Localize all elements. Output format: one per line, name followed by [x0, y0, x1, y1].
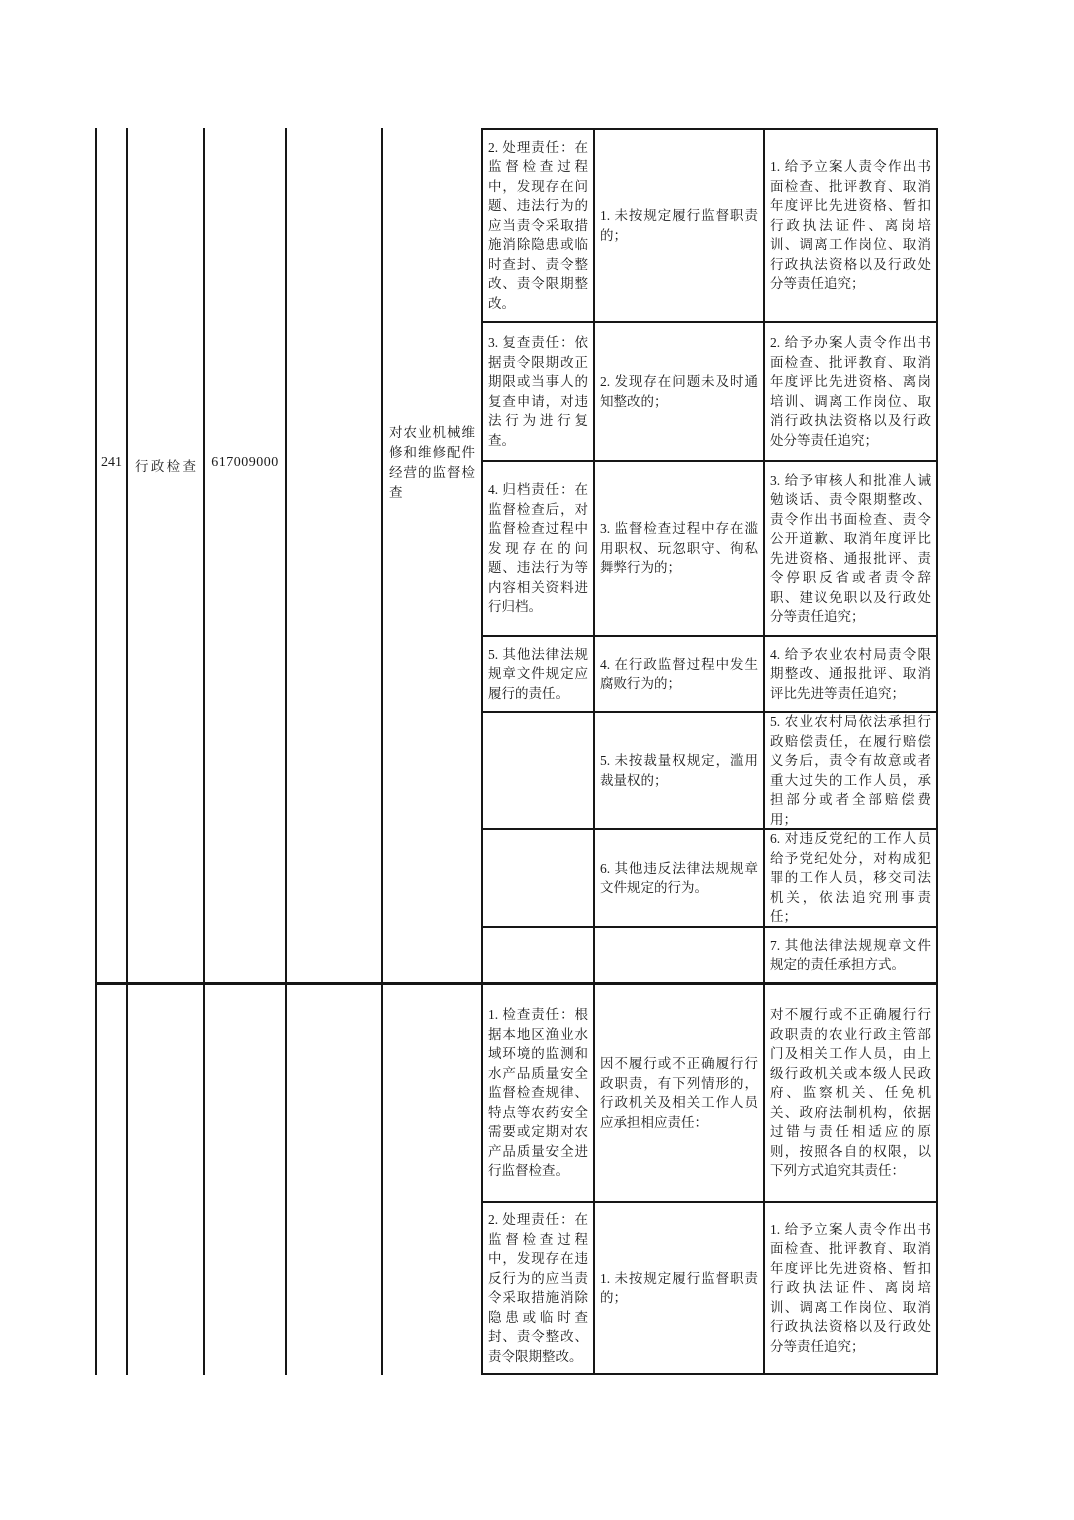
duty-cell: 3. 复查责任：依据责令限期改正期限或当事人的复查申请，对违法行为进行复查。 [483, 323, 593, 462]
responsibility-table [95, 128, 938, 1378]
circumstance-cell: 6. 其他违反法律法规规章文件规定的行为。 [595, 830, 763, 928]
duty-cell: 4. 归档责任：在监督检查后，对监督检查过程中发现存在的问题、违法行为等内容相关资料进行归档。 [483, 462, 593, 637]
duty-cell [483, 713, 593, 830]
accountability-cell: 对不履行或不正确履行行政职责的农业行政主管部门及相关工作人员，由上级行政机关或本级人民政府、监察机关、任免机关、政府法制机构，依据过错与责任相适应的原则，按照各自的权限，以下列方式追究其责任： [765, 985, 936, 1203]
serial-cell [95, 985, 128, 1375]
circumstance-cell: 5. 未按裁量权规定，滥用裁量权的； [595, 713, 763, 830]
serial-cell [95, 128, 128, 982]
duty-cell [483, 830, 593, 928]
circumstance-column [595, 128, 765, 982]
table-row-group-next [95, 985, 938, 1375]
serial-number: 241 [101, 455, 122, 470]
power-type-label: 行政检查 [135, 459, 196, 474]
duty-column [483, 128, 595, 982]
power-code-cell [205, 985, 287, 1375]
accountability-cell: 1. 给予立案人责令作出书面检查、批评教育、取消年度评比先进资格、暂扣行政执法证件、离岗培训、调离工作岗位、取消行政执法资格以及行政处分等责任追究； [765, 130, 936, 323]
accountability-cell: 6. 对违反党纪的工作人员给予党纪处分，对构成犯罪的工作人员，移交司法机关，依法追究刑事责任； [765, 830, 936, 928]
duty-cell: 1. 检查责任：根据本地区渔业水域环境的监测和水产品质量安全监督检查规律、特点等农药安全需要或定期对农产品质量安全进行监督检查。 [483, 985, 593, 1203]
accountability-cell: 5. 农业农村局依法承担行政赔偿责任，在履行赔偿义务后，责令有故意或者重大过失的工作人员，承担部分或者全部赔偿费用； [765, 713, 936, 830]
circumstance-cell: 1. 未按规定履行监督职责的； [595, 130, 763, 323]
circumstance-cell: 1. 未按规定履行监督职责的； [600, 1270, 758, 1305]
accountability-column [765, 128, 938, 982]
power-code-cell [205, 128, 287, 982]
power-type-cell [128, 128, 205, 982]
circumstance-cell [595, 928, 763, 982]
power-item-cell [383, 985, 483, 1375]
circumstance-cell: 3. 监督检查过程中存在滥用职权、玩忽职守、徇私舞弊行为的； [595, 462, 763, 637]
accountability-cell: 3. 给予审核人和批准人诫勉谈话、责令限期整改、责令作出书面检查、责令公开道歉、取消年度评比先进资格、通报批评、责令停职反省或者责令辞职、建议免职以及行政处分等责任追究； [765, 462, 936, 637]
power-type-cell [128, 985, 205, 1375]
reserved-cell [287, 128, 383, 982]
accountability-cell: 1. 给予立案人责令作出书面检查、批评教育、取消年度评比先进资格、暂扣行政执法证件、离岗培训、调离工作岗位、取消行政执法资格以及行政处分等责任追究； [770, 1221, 931, 1354]
circumstance-cell: 因不履行或不正确履行行政职责，有下列情形的，行政机关及相关工作人员应承担相应责任： [595, 985, 763, 1203]
table-row-group-241 [95, 128, 938, 985]
accountability-cell: 7. 其他法律法规规章文件规定的责任承担方式。 [770, 937, 931, 972]
accountability-cell: 4. 给予农业农村局责令限期整改、通报批评、取消评比先进等责任追究； [765, 637, 936, 713]
reserved-cell [287, 985, 383, 1375]
accountability-cell: 2. 给予办案人责令作出书面检查、批评教育、取消年度评比先进资格、离岗培训、调离工作岗位、取消行政执法资格以及行政处分等责任追究； [765, 323, 936, 462]
circumstance-cell: 2. 发现存在问题未及时通知整改的； [595, 323, 763, 462]
duty-column [483, 985, 595, 1375]
circumstance-cell: 4. 在行政监督过程中发生腐败行为的； [595, 637, 763, 713]
power-code-value: 617009000 [211, 455, 279, 470]
accountability-column [765, 985, 938, 1375]
power-item-name: 对农业机械维修和维修配件经营的监督检查 [389, 425, 475, 500]
circumstance-column [595, 985, 765, 1375]
power-item-cell [383, 128, 483, 982]
duty-cell: 5. 其他法律法规规章文件规定应履行的责任。 [483, 637, 593, 713]
duty-cell [483, 928, 593, 982]
duty-cell: 2. 处理责任：在监督检查过程中，发现存在问题、违法行为的应当责令采取措施消除隐患或临时查封、责令整改、责令限期整改。 [483, 130, 593, 323]
duty-cell: 2. 处理责任：在监督检查过程中，发现存在违反行为的应当责令采取措施消除隐患或临时查封、责令整改、责令限期整改。 [488, 1212, 588, 1364]
